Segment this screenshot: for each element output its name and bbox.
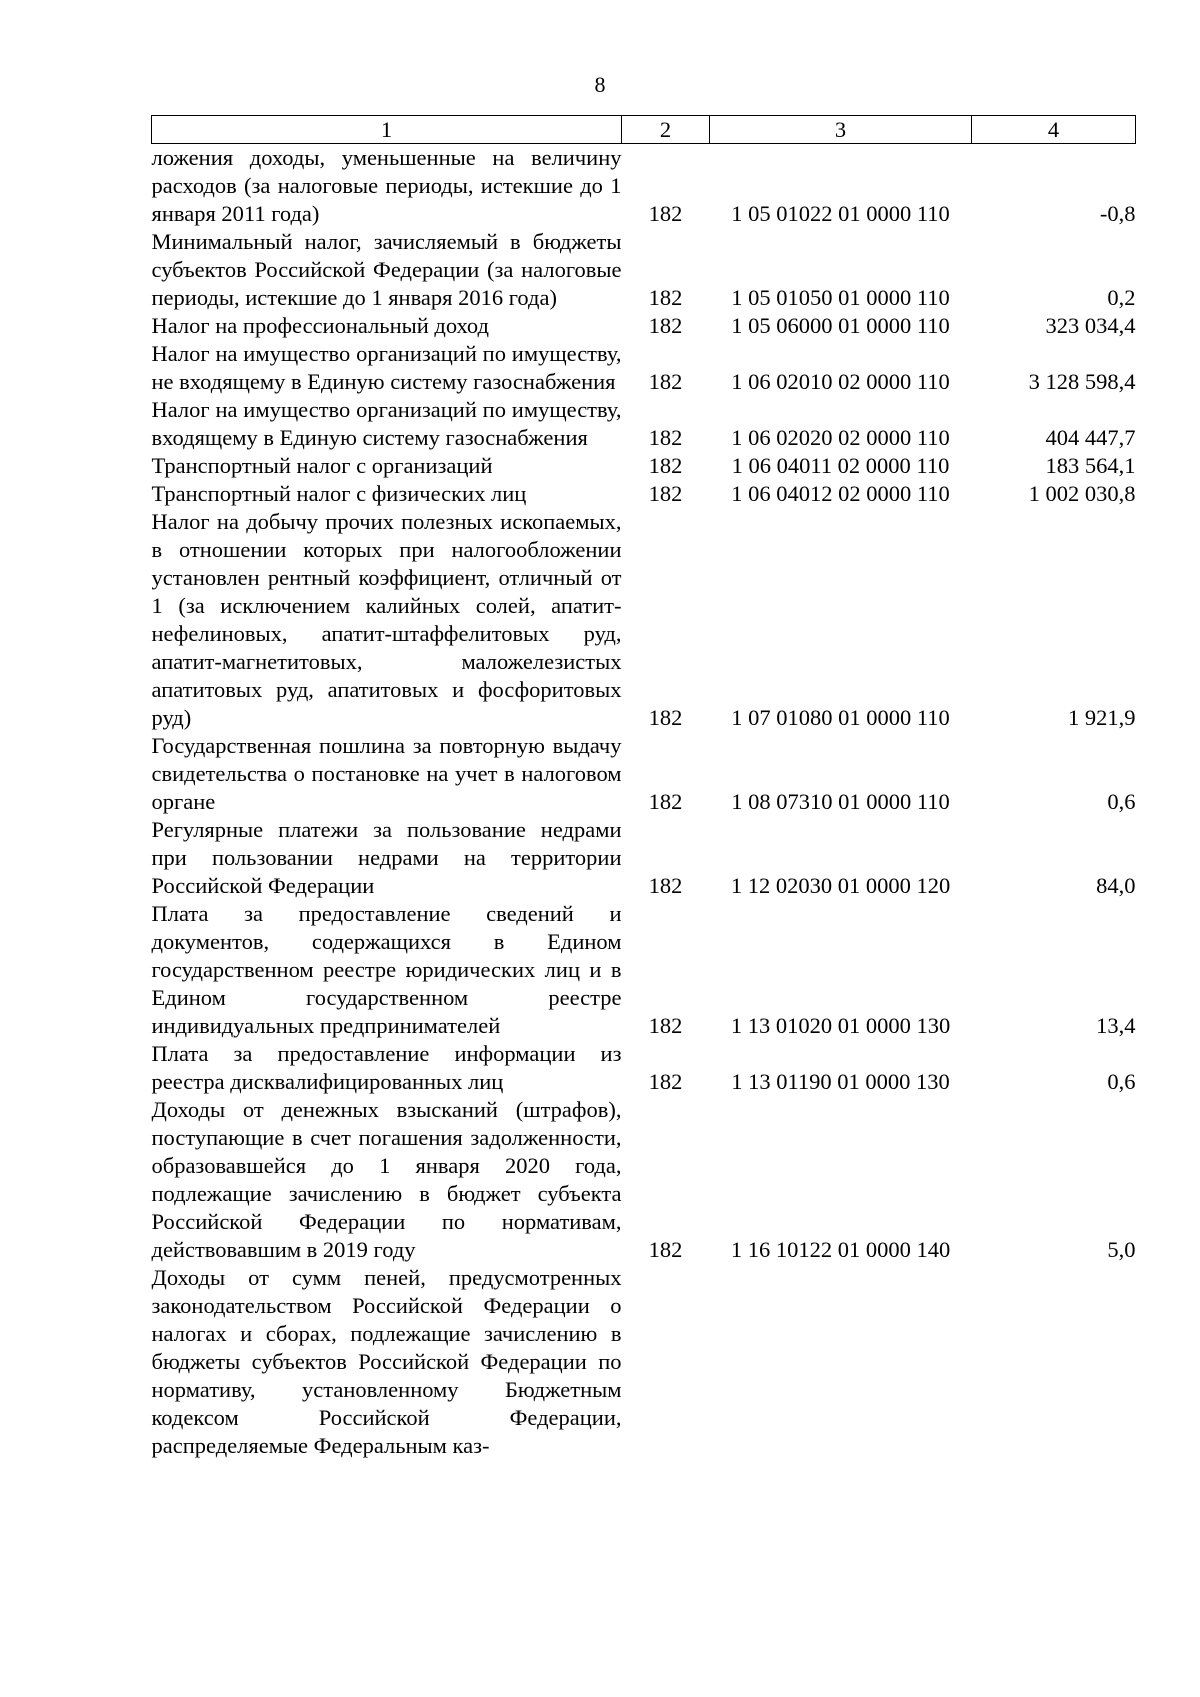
amount-cell: -0,8 <box>1099 201 1136 226</box>
admin-code-cell: 182 <box>648 1013 683 1038</box>
admin-code-cell: 182 <box>648 873 683 898</box>
budget-code-cell: 1 08 07310 01 0000 110 <box>731 789 950 814</box>
column-header-amount: 4 <box>972 116 1136 144</box>
amount-cell: 323 034,4 <box>1045 313 1136 338</box>
table-row <box>152 480 1136 508</box>
amount-cell: 0,2 <box>1107 285 1136 310</box>
budget-code-cell: 1 05 01050 01 0000 110 <box>731 285 950 310</box>
admin-code-cell: 182 <box>648 313 683 338</box>
table-row <box>152 508 1136 732</box>
table-row <box>152 1096 1136 1264</box>
revenue-name-cell: Государственная пошлина за повторную выдачу свидетельства о постановке на учет в налоговом органе <box>151 733 622 814</box>
admin-code-cell: 182 <box>648 453 683 478</box>
revenue-name-cell: Регулярные платежи за пользование недрами при пользовании недрами на территории Российской Федерации <box>151 817 622 898</box>
admin-code-cell: 182 <box>648 705 683 730</box>
admin-code-cell: 182 <box>648 789 683 814</box>
admin-code-cell: 182 <box>648 369 683 394</box>
revenue-name-cell: Плата за предоставление информации из реестра дисквалифицированных лиц <box>151 1041 622 1094</box>
budget-code-cell: 1 05 01022 01 0000 110 <box>731 201 950 226</box>
amount-cell: 1 921,9 <box>1068 705 1136 730</box>
admin-code-cell: 182 <box>648 481 683 506</box>
budget-code-cell: 1 06 02020 02 0000 110 <box>731 425 950 450</box>
budget-code-cell: 1 13 01190 01 0000 130 <box>731 1069 950 1094</box>
column-header-admin-code: 2 <box>622 116 710 144</box>
revenue-name-cell: Налог на профессиональный доход <box>151 313 489 338</box>
table-row <box>152 144 1136 229</box>
budget-code-cell <box>710 1264 972 1460</box>
amount-cell: 183 564,1 <box>1045 453 1136 478</box>
column-header-budget-code: 3 <box>710 116 972 144</box>
amount-cell: 5,0 <box>1107 1237 1136 1262</box>
revenue-name-cell: Доходы от сумм пеней, предусмотренных законодательством Российской Федерации о налогах и сборах, подлежащие зачислению в бюджеты субъектов Российской Федерации по нормативу, установленному Бюджетным кодексом Российской Федерации, распределяемые Федеральным каз- <box>151 1265 622 1458</box>
table-row <box>152 816 1136 900</box>
revenue-name-cell: Плата за предоставление сведений и документов, содержащихся в Едином государственном реестре юридических лиц и в Едином государственном реестре индивидуальных предпринимателей <box>151 901 622 1038</box>
admin-code-cell: 182 <box>648 1237 683 1262</box>
table-row <box>152 396 1136 452</box>
budget-code-cell: 1 05 06000 01 0000 110 <box>731 313 950 338</box>
revenue-name-cell: Налог на добычу прочих полезных ископаемых, в отношении которых при налогообложении установлен рентный коэффициент, отличный от 1 (за исключением калийных солей, апатит-нефелиновых, апатит-штаффелитовых руд, апатит-магнетитовых, маложелезистых апатитовых руд, апатитовых и фосфоритовых руд) <box>151 509 622 730</box>
budget-code-cell: 1 07 01080 01 0000 110 <box>731 705 950 730</box>
table-row <box>152 1040 1136 1096</box>
admin-code-cell: 182 <box>648 201 683 226</box>
budget-code-cell: 1 16 10122 01 0000 140 <box>730 1237 951 1262</box>
table-body <box>152 144 1136 1461</box>
table-row <box>152 732 1136 816</box>
amount-cell: 404 447,7 <box>1045 425 1136 450</box>
amount-cell: 3 128 598,4 <box>1028 369 1136 394</box>
revenue-name-cell: ложения доходы, уменьшенные на величину расходов (за налоговые периоды, истекшие до 1 января 2011 года) <box>151 145 622 226</box>
table-row <box>152 452 1136 480</box>
revenue-name-cell: Налог на имущество организаций по имуществу, не входящему в Единую систему газоснабжения <box>151 341 622 394</box>
table-row <box>152 340 1136 396</box>
budget-code-cell: 1 12 02030 01 0000 120 <box>730 873 951 898</box>
budget-code-cell: 1 06 04012 02 0000 110 <box>731 481 950 506</box>
revenue-name-cell: Минимальный налог, зачисляемый в бюджеты субъектов Российской Федерации (за налоговые периоды, истекшие до 1 января 2016 года) <box>151 229 622 310</box>
table-row <box>152 228 1136 312</box>
table-row <box>152 1264 1136 1460</box>
admin-code-cell: 182 <box>648 1069 683 1094</box>
revenue-table <box>151 115 1136 1460</box>
amount-cell <box>972 1264 1136 1460</box>
revenue-name-cell: Транспортный налог с физических лиц <box>151 481 527 506</box>
amount-cell: 0,6 <box>1107 1069 1136 1094</box>
table-header-row <box>152 116 1136 144</box>
page-number: 8 <box>594 72 606 97</box>
amount-cell: 1 002 030,8 <box>1028 481 1136 506</box>
revenue-name-cell: Доходы от денежных взысканий (штрафов), поступающие в счет погашения задолженности, образовавшейся до 1 января 2020 года, подлежащие зачислению в бюджет субъекта Российской Федерации по нормативам, действовавшим в 2019 году <box>151 1097 622 1262</box>
admin-code-cell <box>622 1264 710 1460</box>
budget-code-cell: 1 06 02010 02 0000 110 <box>731 369 950 394</box>
budget-code-cell: 1 06 04011 02 0000 110 <box>731 453 950 478</box>
table-row <box>152 312 1136 340</box>
budget-code-cell: 1 13 01020 01 0000 130 <box>730 1013 951 1038</box>
table-row <box>152 900 1136 1040</box>
amount-cell: 13,4 <box>1096 1013 1136 1038</box>
column-header-name: 1 <box>152 116 622 144</box>
admin-code-cell: 182 <box>648 425 683 450</box>
amount-cell: 0,6 <box>1107 789 1136 814</box>
amount-cell: 84,0 <box>1096 873 1136 898</box>
revenue-name-cell: Налог на имущество организаций по имуществу, входящему в Единую систему газоснабжения <box>151 397 622 450</box>
revenue-name-cell: Транспортный налог с организаций <box>151 453 493 478</box>
admin-code-cell: 182 <box>648 285 683 310</box>
